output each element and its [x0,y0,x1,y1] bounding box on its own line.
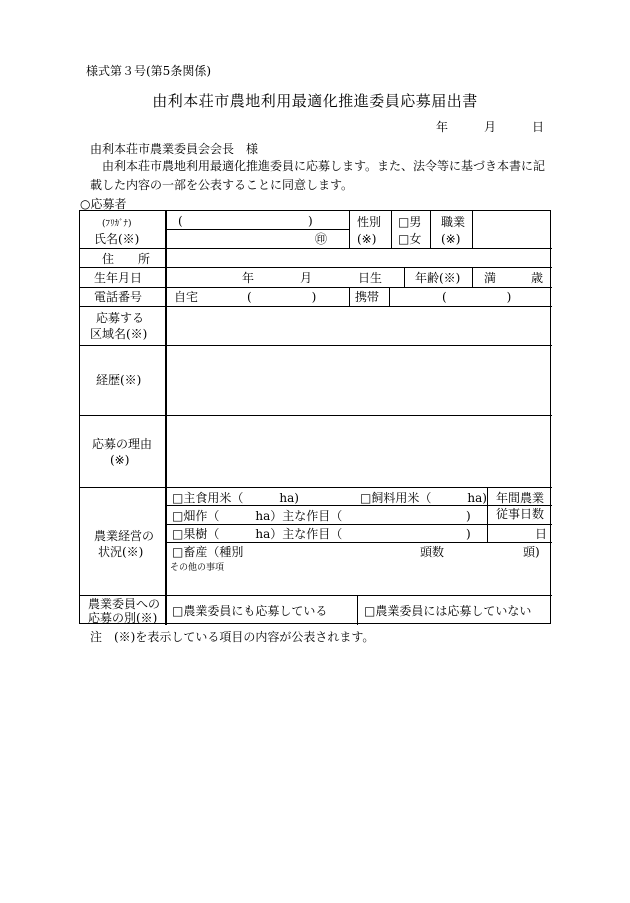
livestock-heads: 頭数 [420,545,445,559]
livestock-unit: 頭) [523,545,540,559]
name-label: 氏名(※) [94,232,140,246]
male-checkbox[interactable]: □男 [398,215,422,229]
annual-days-unit: 日 [535,527,548,541]
livestock-checkbox[interactable]: □畜産（種別 [172,545,244,559]
date-day: 日 [531,120,544,134]
field-crop-checkbox[interactable]: □畑作（ ha）主な作目（ [172,509,343,523]
field-crop-close: ) [466,509,471,523]
rice-food-checkbox[interactable]: □主食用米（ ha) [172,491,299,505]
birth-day: 日生 [358,271,383,285]
orchard-checkbox[interactable]: □果樹（ ha）主な作目（ [172,527,343,541]
career-label: 経歴(※) [96,373,142,387]
gender-label: 性別 [357,215,382,229]
home-phone-parens: ( ) [247,290,317,304]
document-title: 由利本荘市農地利用最適化推進委員応募届出書 [152,92,478,110]
birthdate-label: 生年月日 [94,271,143,285]
region-label-2: 区域名(※) [90,327,148,341]
birth-year: 年 [242,271,255,285]
declaration-text: 由利本荘市農地利用最適化推進委員に応募します。また、法令等に基づき本書に記載した内容の一部を公表することに同意します。 [90,159,546,192]
region-label: 応募する [96,311,145,325]
date-month: 月 [483,120,496,134]
addressee: 由利本荘市農業委員会会長 様 [90,142,259,156]
occupation-note: (※) [441,232,461,246]
age-full: 満 [484,271,497,285]
reason-label: 応募の理由 [92,437,153,451]
mobile-phone-label: 携帯 [355,290,380,304]
birth-month: 月 [300,271,313,285]
home-phone-label: 自宅 [174,290,199,304]
annual-days-label-2: 従事日数 [496,507,545,521]
annual-days-label: 年間農業 [496,491,545,505]
furigana-label: (ﾌﾘｶﾞﾅ) [102,219,132,229]
furigana-paren-close: ) [308,214,313,228]
phone-label: 電話番号 [94,290,143,304]
date-year: 年 [435,120,448,134]
occupation-label: 職業 [441,215,466,229]
furigana-paren-open: ( [178,214,183,228]
footer-note: 注 (※)を表示している項目の内容が公表されます。 [90,630,375,644]
committee-yes-checkbox[interactable]: □農業委員にも応募している [172,604,328,618]
committee-label-2: 応募の別(※) [88,611,158,625]
applicant-section-label: ○応募者 [80,197,127,211]
farm-status-label-2: 状況(※) [98,545,144,559]
farm-status-label: 農業経営の [94,529,155,543]
age-unit: 歳 [531,271,544,285]
rice-feed-checkbox[interactable]: □飼料用米（ ha) [360,491,487,505]
committee-label: 農業委員への [88,597,161,611]
committee-no-checkbox[interactable]: □農業委員には応募していない [364,604,532,618]
gender-note: (※) [357,232,377,246]
female-checkbox[interactable]: □女 [398,232,422,246]
date-line [400,118,544,135]
other-matters-label: その他の事項 [170,563,225,573]
reason-label-2: (※) [110,453,130,467]
mobile-phone-parens: ( ) [442,290,512,304]
seal-mark: ㊞ [315,232,328,246]
orchard-close: ) [466,527,471,541]
age-label: 年齢(※) [415,271,461,285]
application-form-table [79,210,551,624]
form-number: 様式第３号(第5条関係) [86,64,211,78]
address-label: 住 所 [102,252,151,266]
